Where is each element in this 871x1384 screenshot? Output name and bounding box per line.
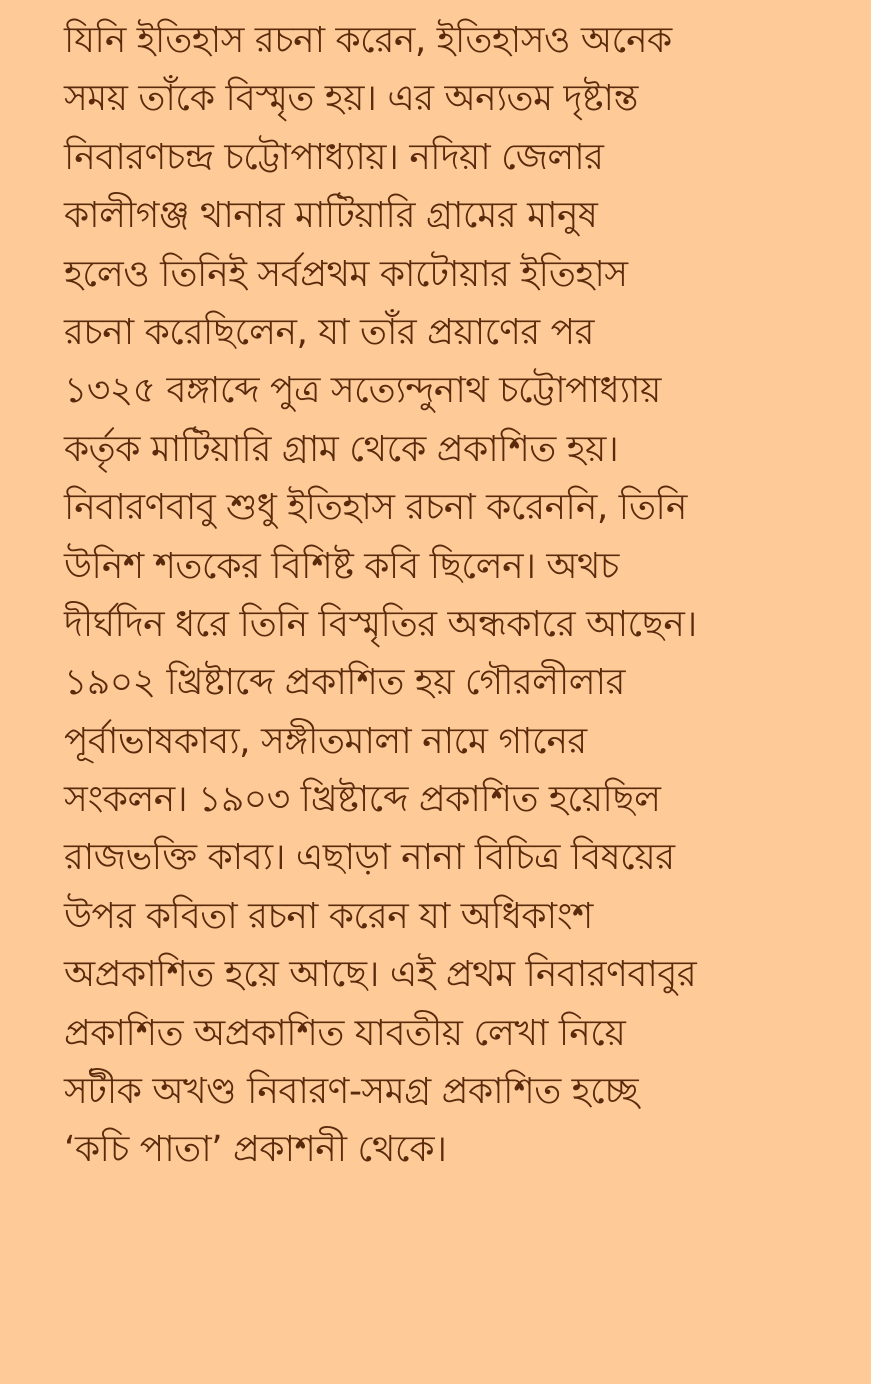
text-line: রচনা করেছিলেন, যা তাঁর প্রয়াণের পর	[64, 311, 594, 353]
text-line: রাজভক্তি কাব্য। এছাড়া নানা বিচিত্র বিষয়ের	[64, 837, 675, 879]
text-line: উপর কবিতা রচনা করেন যা অধিকাংশ	[64, 895, 593, 937]
text-line: ১৩২৫ বঙ্গাব্দে পুত্র সত্যেন্দুনাথ চট্টোপাধ্যায়	[64, 370, 661, 412]
text-line: নিবারণবাবু শুধু ইতিহাস রচনা করেননি, তিনি	[64, 487, 687, 529]
text-line: যিনি ইতিহাস রচনা করেন, ইতিহাসও অনেক	[64, 20, 672, 61]
text-line: কর্তৃক মাটিয়ারি গ্রাম থেকে প্রকাশিত হয়।	[64, 428, 619, 470]
text-line: কালীগঞ্জ থানার মাটিয়ারি গ্রামের মানুষ	[64, 195, 598, 237]
text-line: সংকলন। ১৯০৩ খ্রিষ্টাব্দে প্রকাশিত হয়েছিল	[64, 779, 661, 821]
text-line: দীর্ঘদিন ধরে তিনি বিস্মৃতির অন্ধকারে আছেন।	[64, 603, 697, 645]
text-line: ‘কচি পাতা’ প্রকাশনী থেকে।	[64, 1129, 447, 1171]
text-line: উনিশ শতকের বিশিষ্ট কবি ছিলেন। অথচ	[64, 545, 619, 587]
body-paragraph	[64, 12, 864, 1180]
text-line: প্রকাশিত অপ্রকাশিত যাবতীয় লেখা নিয়ে	[64, 1012, 626, 1054]
text-line: ১৯০২ খ্রিষ্টাব্দে প্রকাশিত হয় গৌরলীলার	[64, 662, 625, 704]
text-line: সময় তাঁকে বিস্মৃত হয়। এর অন্যতম দৃষ্টান্ত	[64, 78, 638, 120]
text-line: হলেও তিনিই সর্বপ্রথম কাটোয়ার ইতিহাস	[64, 253, 628, 295]
text-line: সটীক অখণ্ড নিবারণ-সমগ্র প্রকাশিত হচ্ছে	[64, 1071, 639, 1113]
text-line: নিবারণচন্দ্র চট্টোপাধ্যায়। নদিয়া জেলার	[64, 136, 604, 178]
text-line: পূর্বাভাষকাব্য, সঙ্গীতমালা নামে গানের	[64, 720, 587, 762]
text-line: অপ্রকাশিত হয়ে আছে। এই প্রথম নিবারণবাবুর	[64, 954, 697, 996]
